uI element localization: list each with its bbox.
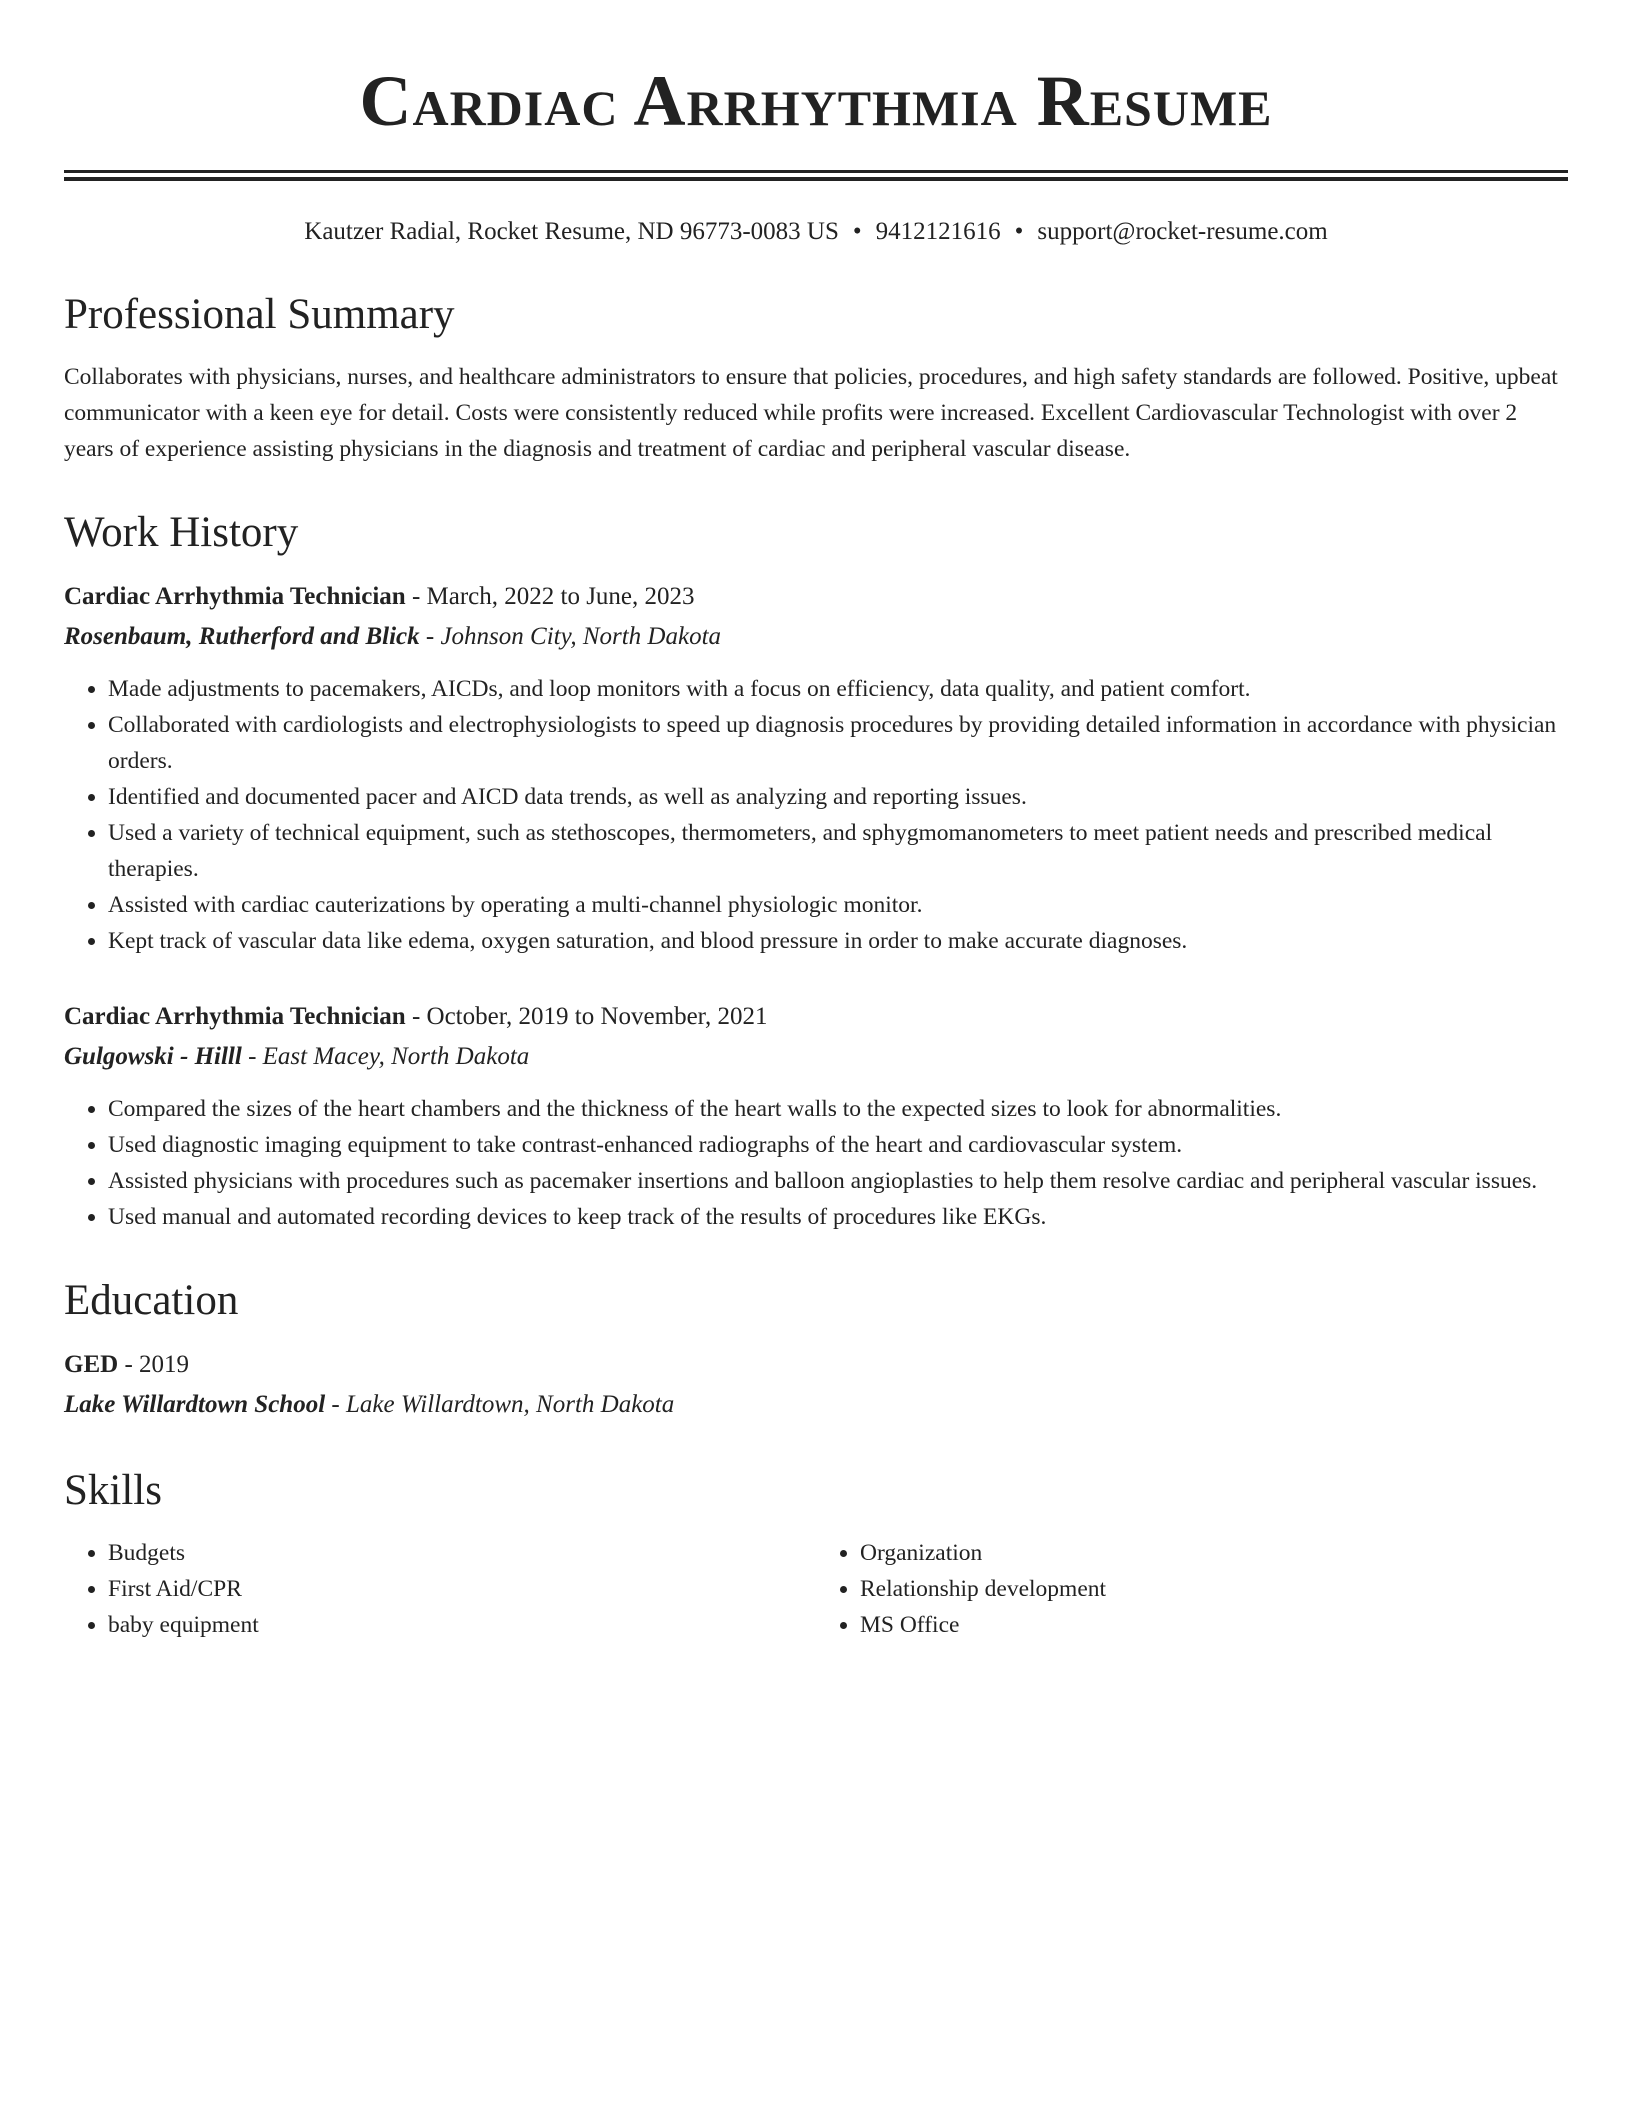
job-title-line — [64, 997, 1568, 1037]
job-bullets — [64, 671, 1568, 959]
job-bullet: • Made adjustments to pacemakers, AICDs, and loop monitors with a focus on efficiency, data quality, and patient comfort. — [108, 671, 1568, 707]
contact-email: support@rocket-resume.com — [1037, 218, 1328, 245]
summary-text: Collaborates with physicians, nurses, and healthcare administrators to ensure that policies, procedures, and high safety standards are followed. Positive, upbeat communicator with a keen eye for detail. Costs were consistently reduced while profits were increased. Excellent Cardiovascular Technologist with over 2 years of experience assisting physicians in the diagnosis and treatment of cardiac and peripheral vascular disease. — [64, 364, 1558, 462]
education-school: Lake Willardtown School — [64, 1391, 326, 1418]
education-year: - 2019 — [118, 1351, 190, 1378]
education-degree-line — [64, 1345, 1568, 1385]
job-company-line — [64, 1037, 1568, 1077]
skill-item: • baby equipment — [108, 1607, 816, 1643]
job-location: - Johnson City, North Dakota — [419, 623, 722, 650]
skills-heading: Skills — [64, 1467, 162, 1514]
work-history-section — [64, 507, 1568, 1235]
skills-list-left — [64, 1535, 816, 1643]
job-location: - East Macey, North Dakota — [241, 1043, 530, 1070]
work-history-heading: Work History — [64, 509, 299, 556]
job-bullet: • Kept track of vascular data like edema, oxygen saturation, and blood pressure in order to make accurate diagnoses. — [108, 923, 1568, 959]
skill-item: • MS Office — [860, 1607, 1568, 1643]
job-title: Cardiac Arrhythmia Technician — [64, 1003, 406, 1030]
job-dates: - March, 2022 to June, 2023 — [405, 583, 695, 610]
education-degree: GED — [64, 1351, 119, 1378]
job-bullet: • Assisted physicians with procedures such as pacemaker insertions and balloon angioplasties to help them resolve cardiac and peripheral vascular issues. — [108, 1163, 1568, 1199]
skill-item: • Relationship development — [860, 1571, 1568, 1607]
job-entry — [64, 997, 1568, 1235]
job-bullet: • Used manual and automated recording devices to keep track of the results of procedures like EKGs. — [108, 1199, 1568, 1235]
skills-columns — [64, 1535, 1568, 1643]
job-company: Gulgowski - Hilll — [64, 1043, 242, 1070]
summary-heading: Professional Summary — [64, 291, 455, 338]
job-title: Cardiac Arrhythmia Technician — [64, 583, 406, 610]
job-bullet: • Identified and documented pacer and AICD data trends, as well as analyzing and reporting issues. — [108, 779, 1568, 815]
education-heading: Education — [64, 1277, 239, 1324]
skill-item: • Budgets — [108, 1535, 816, 1571]
job-bullet: • Used diagnostic imaging equipment to take contrast-enhanced radiographs of the heart and cardiovascular system. — [108, 1127, 1568, 1163]
contact-address: Kautzer Radial, Rocket Resume, ND 96773-0083 US — [304, 218, 839, 245]
education-location: - Lake Willardtown, North Dakota — [325, 1391, 675, 1418]
job-bullet: • Collaborated with cardiologists and electrophysiologists to speed up diagnosis procedures by providing detailed information in accordance with physician orders. — [108, 707, 1568, 779]
education-school-line — [64, 1385, 1568, 1425]
job-bullet: • Used a variety of technical equipment, such as stethoscopes, thermometers, and sphygmomanometers to meet patient needs and prescribed medical therapies. — [108, 815, 1568, 887]
contact-phone: 9412121616 — [875, 218, 1001, 245]
summary-section — [64, 289, 1568, 467]
contact-line — [64, 215, 1568, 249]
title-divider — [64, 170, 1568, 181]
job-dates: - October, 2019 to November, 2021 — [405, 1003, 768, 1030]
job-company: Rosenbaum, Rutherford and Blick — [64, 623, 420, 650]
job-bullets — [64, 1091, 1568, 1235]
contact-separator: • — [852, 218, 862, 245]
skill-item: • Organization — [860, 1535, 1568, 1571]
job-bullet: • Assisted with cardiac cauterizations by operating a multi-channel physiologic monitor. — [108, 887, 1568, 923]
skill-item: • First Aid/CPR — [108, 1571, 816, 1607]
education-section — [64, 1275, 1568, 1425]
job-company-line — [64, 617, 1568, 657]
job-bullet: • Compared the sizes of the heart chambers and the thickness of the heart walls to the expected sizes to look for abnormalities. — [108, 1091, 1568, 1127]
job-entry — [64, 577, 1568, 959]
resume-title: Cardiac Arrhythmia Resume — [359, 61, 1273, 141]
skills-section — [64, 1465, 1568, 1643]
contact-separator: • — [1014, 218, 1024, 245]
skills-list-right — [816, 1535, 1568, 1643]
job-title-line — [64, 577, 1568, 617]
